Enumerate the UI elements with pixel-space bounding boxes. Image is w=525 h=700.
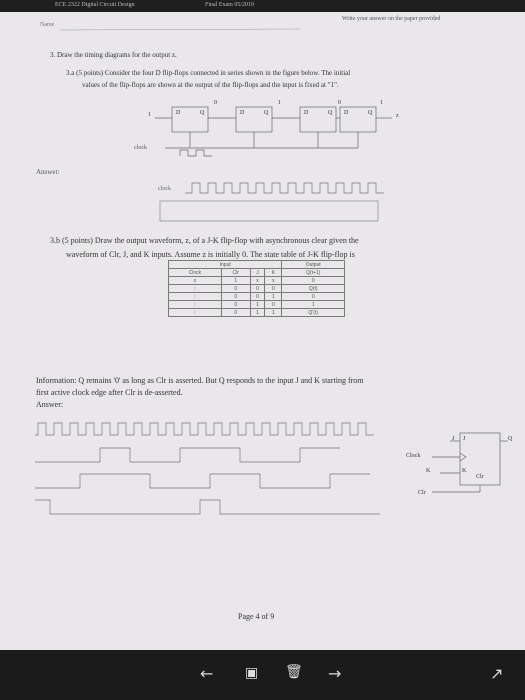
table-row: [169, 293, 345, 301]
table-cell: 0: [221, 285, 250, 293]
dff-clock-label: clock: [134, 145, 147, 151]
dff3-q-pin: Q: [328, 110, 333, 116]
table-cell: 0: [265, 285, 282, 293]
dff-input-value: 1: [148, 112, 151, 118]
table-col-k: K: [265, 269, 282, 277]
forward-arrow-icon[interactable]: →: [328, 664, 342, 683]
jk-flipflop-symbol: [432, 433, 508, 492]
table-cell: 0: [250, 293, 265, 301]
table-cell: 1: [282, 301, 345, 309]
q3a-answer-box: [160, 201, 378, 221]
table-cell: Q(t): [282, 285, 345, 293]
jk-output-q: Q: [508, 436, 513, 442]
table-cell: x: [265, 277, 282, 285]
table-col-q-next: Q(t+1): [282, 269, 345, 277]
table-row: [169, 301, 345, 309]
dff4-q-pin: Q: [368, 110, 373, 116]
dff2-init-value: 1: [278, 100, 281, 106]
jk-pin-j: J: [463, 436, 466, 442]
header-course: ECE 2322 Digital Circuit Design: [55, 2, 135, 8]
table-cell: 1: [265, 293, 282, 301]
viewer-toolbar: [0, 650, 525, 700]
dff3-init-value: 0: [338, 100, 341, 106]
table-cell: x: [169, 277, 222, 285]
q3b-line1: 3.b (5 points) Draw the output waveform, z, of a J-K flip-flop with asynchronous clear given the: [50, 236, 359, 245]
table-col-clr: Clr: [221, 269, 250, 277]
table-cell: 0: [282, 293, 345, 301]
image-icon[interactable]: ▣: [245, 665, 259, 681]
write-note: Write your answer on the paper provided: [342, 16, 441, 22]
q3b-answer-label: Answer:: [36, 400, 64, 409]
header-exam: Final Exam 05/2010: [205, 2, 254, 8]
dff1-q-pin: Q: [200, 110, 205, 116]
jk-pin-clr: Clr: [476, 474, 484, 480]
dff3-d-pin: D: [304, 110, 309, 116]
jk-input-k: K: [426, 468, 431, 474]
table-cell: ↑: [169, 309, 222, 317]
table-col-j: J: [250, 269, 265, 277]
q3a-answer-label: Answer:: [36, 168, 60, 176]
jk-clr-label: Clr: [418, 490, 426, 496]
jk-input-j: J: [452, 436, 455, 442]
q3a-answer-clock-label: clock: [158, 186, 171, 192]
jk-input-waveforms: [0, 410, 525, 520]
table-cell: 1: [221, 277, 250, 285]
q3a-line2: values of the flip-flops are shown at the output of the flip-flops and the input is fixed at "1".: [82, 81, 339, 89]
table-row: [169, 277, 345, 285]
q3-title: 3. Draw the timing diagrams for the output z.: [50, 51, 177, 59]
table-output-header: Output: [282, 261, 345, 269]
dff-output-label: z: [396, 113, 399, 119]
table-cell: 0: [221, 309, 250, 317]
table-cell: 0: [250, 285, 265, 293]
table-cell: 1: [250, 301, 265, 309]
table-cell: ↑: [169, 301, 222, 309]
info-line2: first active clock edge after Clr is de-asserted.: [36, 388, 183, 397]
table-cell: 1: [265, 309, 282, 317]
dff-chain-diagram: [0, 95, 525, 175]
jk-state-table: [168, 260, 345, 317]
q3b-line2: waveform of Clr, J, and K inputs. Assume z is initially 0. The state table of J-K flip-flop is: [66, 250, 355, 259]
table-cell: ↑: [169, 293, 222, 301]
table-cell: 0: [265, 301, 282, 309]
back-arrow-icon[interactable]: ←: [200, 664, 214, 683]
table-cell: 0: [282, 277, 345, 285]
table-col-clock: Clock: [169, 269, 222, 277]
dff4-init-value: 1: [380, 100, 383, 106]
jk-pin-k: K: [462, 468, 467, 474]
name-underline: [0, 0, 525, 40]
table-row: [169, 285, 345, 293]
q3a-line1: 3.a (5 points) Consider the four D flip-flops connected in series shown in the figure below. The initial: [66, 69, 351, 77]
jk-clock-label: Clock: [406, 453, 421, 459]
info-line1: Information: Q remains '0' as long as Clr is asserted. But Q responds to the input J and K starting from: [36, 376, 364, 385]
dff1-init-value: 0: [214, 100, 217, 106]
q3a-answer-waveforms: [0, 175, 525, 225]
expand-icon[interactable]: ↗: [490, 664, 504, 683]
table-cell: Q'(t): [282, 309, 345, 317]
page-number: Page 4 of 9: [238, 612, 275, 621]
trash-icon[interactable]: 🗑: [285, 664, 303, 680]
table-cell: 0: [221, 293, 250, 301]
dff4-d-pin: D: [344, 110, 349, 116]
dff2-q-pin: Q: [264, 110, 269, 116]
table-cell: 0: [221, 301, 250, 309]
table-cell: x: [250, 277, 265, 285]
table-input-header: Input: [169, 261, 282, 269]
dff2-d-pin: D: [240, 110, 245, 116]
table-cell: ↑: [169, 285, 222, 293]
table-row: [169, 309, 345, 317]
name-label: Name: [40, 22, 55, 28]
table-cell: 1: [250, 309, 265, 317]
dff1-d-pin: D: [176, 110, 181, 116]
